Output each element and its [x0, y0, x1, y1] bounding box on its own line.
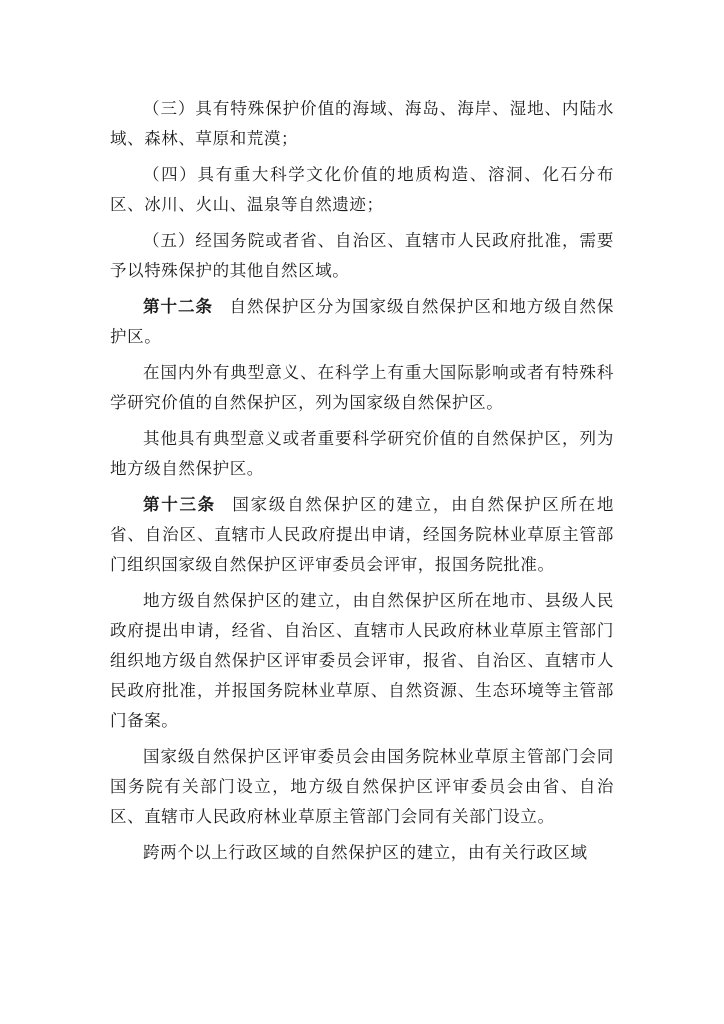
article-13-para-4 — [110, 838, 614, 868]
paragraph-text: （四）具有重大科学文化价值的地质构造、溶洞、化石分布区、冰川、火山、温泉等自然遗迹； — [110, 165, 614, 214]
article-13-para-2 — [110, 586, 614, 736]
paragraph-text: 自然保护区分为国家级自然保护区和地方级自然保护区。 — [110, 297, 614, 346]
paragraph-item-3 — [110, 94, 614, 154]
paragraph-item-5 — [110, 226, 614, 286]
paragraph-text: 跨两个以上行政区域的自然保护区的建立，由有关行政区域 — [143, 843, 588, 862]
article-heading: 第十二条 — [143, 297, 213, 316]
paragraph-text: 地方级自然保护区的建立，由自然保护区所在地市、县级人民政府提出申请，经省、自治区、直辖市人民政府林业草原主管部门组织地方级自然保护区评审委员会评审，报省、自治区、直辖市人民政府批准，并报国务院林业草原、自然资源、生态环境等主管部门备案。 — [110, 591, 614, 730]
paragraph-item-4 — [110, 160, 614, 220]
article-12 — [110, 292, 614, 352]
paragraph-text: 国家级自然保护区评审委员会由国务院林业草原主管部门会同国务院有关部门设立，地方级自然保护区评审委员会由省、自治区、直辖市人民政府林业草原主管部门会同有关部门设立。 — [110, 747, 614, 826]
paragraph-text: 国家级自然保护区的建立，由自然保护区所在地省、自治区、直辖市人民政府提出申请，经国务院林业草原主管部门组织国家级自然保护区评审委员会评审，报国务院批准。 — [110, 495, 614, 574]
document-page — [110, 94, 614, 874]
article-heading: 第十三条 — [143, 495, 216, 514]
article-13-para-3 — [110, 742, 614, 832]
paragraph-text: （五）经国务院或者省、自治区、直辖市人民政府批准，需要予以特殊保护的其他自然区域。 — [110, 231, 614, 280]
article-12-para-2 — [110, 358, 614, 418]
article-13 — [110, 490, 614, 580]
paragraph-text: 在国内外有典型意义、在科学上有重大国际影响或者有特殊科学研究价值的自然保护区，列为国家级自然保护区。 — [110, 363, 614, 412]
article-12-para-3 — [110, 424, 614, 484]
paragraph-text: （三）具有特殊保护价值的海域、海岛、海岸、湿地、内陆水域、森林、草原和荒漠； — [110, 99, 614, 148]
paragraph-text: 其他具有典型意义或者重要科学研究价值的自然保护区，列为地方级自然保护区。 — [110, 429, 614, 478]
